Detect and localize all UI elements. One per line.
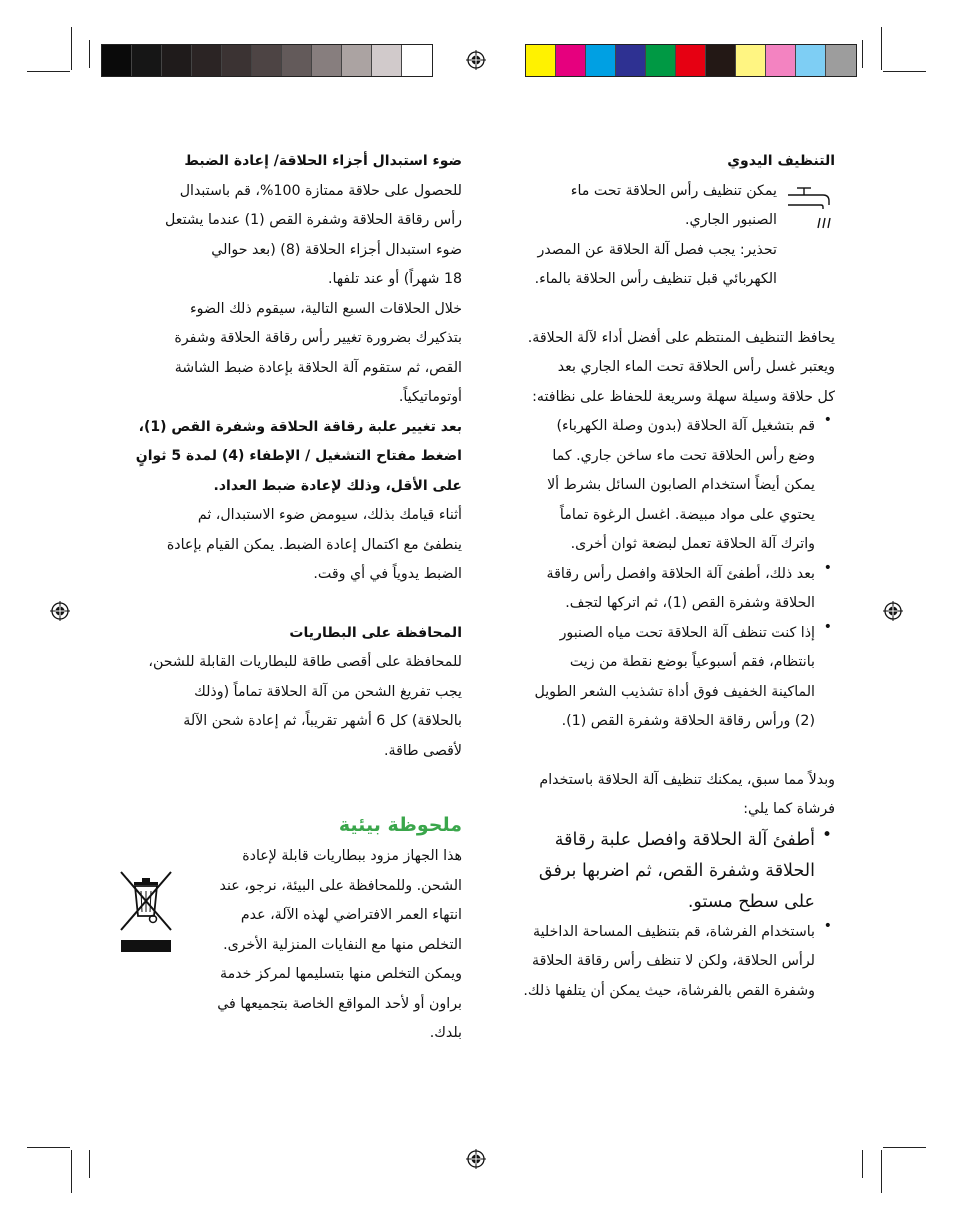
color-swatch	[616, 45, 646, 76]
text-line-bold: بعد تغيير علبة رقاقة الحلاقة وشفرة القص (1)،	[138, 418, 462, 435]
text-line: قم بتشغيل آلة الحلاقة (بدون وصلة الكهرباء)	[556, 418, 815, 434]
color-swatch	[402, 45, 432, 76]
text-line: التخلص منها مع النفايات المنزلية الأخرى.	[223, 936, 462, 953]
color-swatch	[556, 45, 586, 76]
text-line: ويمكن التخلص منها بتسليمها لمركز خدمة	[220, 966, 462, 982]
color-swatch	[766, 45, 796, 76]
gray-color-bar	[101, 44, 433, 77]
color-swatch	[526, 45, 556, 76]
text-line: الشحن. وللمحافظة على البيئة، نرجو، عند	[219, 877, 462, 894]
color-swatch	[312, 45, 342, 76]
text-line-bold: على الأقل، وذلك لإعادة ضبط العداد.	[213, 477, 462, 494]
text-line: يمكن أيضاً استخدام الصابون السائل بشرط ألا	[547, 477, 815, 493]
color-swatch	[342, 45, 372, 76]
text-line: إذا كنت تنظف آلة الحلاقة تحت مياه الصنبور	[559, 624, 815, 641]
crop-mark	[883, 71, 926, 72]
text-line: يجب تفريغ الشحن من آلة الحلاقة تماماً (وذلك	[194, 683, 462, 700]
text-line: الضبط يدوياً في أي وقت.	[313, 566, 462, 582]
crop-mark	[883, 1147, 926, 1148]
list-item: • قم بتشغيل آلة الحلاقة (بدون وصلة الكهرباء) وضع رأس الحلاقة تحت ماء ساخن جاري. كما يمكن أيضاً استخدام الصابون السائل بشرط ألا يحتوي على مواد مبيضة. اغسل الرغوة تماماً واترك آلة الحلاقة تعمل لبضعة ثوان أخرى.	[460, 412, 835, 560]
warning-line: تحذير: يجب فصل آلة الحلاقة عن المصدر	[537, 241, 777, 258]
crop-mark	[862, 1150, 863, 1178]
text-line: الصنبور الجاري.	[684, 212, 777, 228]
color-swatch	[736, 45, 766, 76]
text-line: بلدك.	[429, 1025, 462, 1041]
color-swatch	[192, 45, 222, 76]
text-line: فرشاة كما يلي:	[743, 801, 835, 817]
crop-mark	[27, 71, 70, 72]
text-line-bold: اضغط مفتاح التشغيل / الإطفاء (4) لمدة 5 ثوانٍ	[135, 448, 462, 464]
registration-mark-icon	[466, 50, 486, 70]
text-line: أوتوماتيكياً.	[398, 389, 462, 405]
section-title-replacement-light: ضوء استبدال أجزاء الحلاقة/ إعادة الضبط	[184, 153, 462, 169]
color-swatch	[646, 45, 676, 76]
text-line: بتذكيرك بضرورة تغيير رأس رقاقة الحلاقة وشفرة	[174, 330, 462, 346]
registration-mark-icon	[466, 1149, 486, 1169]
crop-mark	[881, 1150, 882, 1193]
warning-line: الكهربائي قبل تنظيف رأس الحلاقة بالماء.	[534, 271, 777, 287]
registration-mark-icon	[883, 601, 903, 621]
text-line: على سطح مستو.	[687, 891, 815, 912]
text-line: رأس رقاقة الحلاقة وشفرة القص (1) عندما يشتعل	[164, 212, 462, 228]
text-line: بانتظام، فقم أسبوعياً بوضع نقطة من زيت	[569, 654, 815, 670]
color-swatch	[252, 45, 282, 76]
color-swatch	[132, 45, 162, 76]
text-line: 18 شهراً) أو عند تلفها.	[327, 271, 462, 287]
text-line: أثناء قيامك بذلك، سيومض ضوء الاستبدال، ثم	[197, 507, 462, 523]
text-line: الحلاقة وشفرة القص (1)، ثم اتركها لتجف.	[565, 595, 815, 611]
text-line: انتهاء العمر الافتراضي لهذه الآلة، عدم	[240, 907, 462, 923]
left-column	[105, 147, 462, 1049]
crop-mark	[27, 1147, 70, 1148]
text-line: وشفرة القص بالفرشاة، حيث يمكن أن يتلفها ذلك.	[523, 982, 815, 999]
text-line: يمكن تنظيف رأس الحلاقة تحت ماء	[570, 182, 777, 199]
color-swatch	[826, 45, 856, 76]
text-line: لأقصى طاقة.	[383, 742, 462, 759]
list-item: • بعد ذلك، أطفئ آلة الحلاقة وافصل رأس رقاقة الحلاقة وشفرة القص (1)، ثم اتركها لتجف.	[460, 560, 835, 619]
color-swatch	[706, 45, 736, 76]
list-item: • باستخدام الفرشاة، قم بتنظيف المساحة الداخلية لرأس الحلاقة، ولكن لا تنظف رأس رقاقة الحلاقة وشفرة القص بالفرشاة، حيث يمكن أن يتلفها ذلك.	[460, 918, 835, 1007]
text-line: ويعتبر غسل رأس الحلاقة تحت الماء الجاري بعد	[557, 359, 835, 375]
section-title-manual-cleaning: التنظيف اليدوي	[727, 153, 835, 169]
text-line: بالحلاقة) كل 6 أشهر تقريباً، ثم إعادة شحن الآلة	[183, 713, 462, 729]
text-line: خلال الحلاقات السبع التالية، سيقوم ذلك الضوء	[190, 300, 462, 317]
text-line: للمحافظة على أقصى طاقة للبطاريات القابلة للشحن،	[148, 654, 462, 670]
text-line: باستخدام الفرشاة، قم بتنظيف المساحة الداخلية	[533, 923, 815, 940]
crop-mark	[71, 27, 72, 70]
crop-mark	[71, 1150, 72, 1193]
text-line: هذا الجهاز مزود ببطاريات قابلة لإعادة	[242, 848, 462, 864]
text-line: لرأس الحلاقة، ولكن لا تنظف رأس رقاقة الحلاقة	[531, 953, 815, 969]
text-line: للحصول على حلاقة ممتازة 100%، قم باستبدال	[179, 182, 462, 199]
crop-mark	[89, 40, 90, 68]
color-swatch	[162, 45, 192, 76]
color-swatch	[676, 45, 706, 76]
text-line: واترك آلة الحلاقة تعمل لبضعة ثوان أخرى.	[570, 536, 815, 552]
text-line: بعد ذلك، أطفئ آلة الحلاقة وافصل رأس رقاقة	[546, 565, 815, 582]
color-swatch	[372, 45, 402, 76]
crop-mark	[89, 1150, 90, 1178]
text-line: يحتوي على مواد مبيضة. اغسل الرغوة تماماً	[559, 506, 815, 523]
text-line: (2) ورأس رقاقة الحلاقة وشفرة القص (1).	[561, 713, 815, 729]
crop-mark	[881, 27, 882, 70]
color-swatch	[102, 45, 132, 76]
right-column	[460, 147, 835, 1006]
section-title-environmental: ملحوظة بيئية	[338, 814, 462, 836]
color-swatch	[586, 45, 616, 76]
text-line: يحافظ التنظيف المنتظم على أفضل أداء لآلة الحلاقة.	[527, 329, 835, 346]
color-swatch	[282, 45, 312, 76]
text-line: أطفئ آلة الحلاقة وافصل علبة رقاقة	[554, 829, 815, 850]
text-line: ينطفئ مع اكتمال إعادة الضبط. يمكن القيام بإعادة	[166, 536, 462, 553]
text-line: وضع رأس الحلاقة تحت ماء ساخن جاري. كما	[552, 447, 815, 464]
color-swatch	[222, 45, 252, 76]
text-line: كل حلاقة وسيلة سهلة وسريعة للحفاظ على نظافته:	[532, 388, 835, 405]
color-swatch	[796, 45, 826, 76]
text-line: براون أو لأحد المواقع الخاصة بتجميعها في	[217, 995, 462, 1012]
text-line: الماكينة الخفيف فوق أداة تشذيب الشعر الطويل	[534, 683, 815, 700]
list-item: • أطفئ آلة الحلاقة وافصل علبة رقاقة الحلاقة وشفرة القص، ثم اضربها برفق على سطح مستو.	[460, 825, 835, 918]
section-title-battery: المحافظة على البطاريات	[289, 624, 462, 641]
registration-mark-icon	[50, 601, 70, 621]
text-line: وبدلاً مما سبق، يمكنك تنظيف آلة الحلاقة باستخدام	[539, 771, 835, 788]
text-line: القص، ثم ستقوم آلة الحلاقة بإعادة ضبط الشاشة	[174, 359, 462, 376]
list-item: • إذا كنت تنظف آلة الحلاقة تحت مياه الصنبور بانتظام، فقم أسبوعياً بوضع نقطة من زيت الماكينة الخفيف فوق أداة تشذيب الشعر الطويل (2) ورأس رقاقة الحلاقة وشفرة القص (1).	[460, 619, 835, 737]
text-line: ضوء استبدال أجزاء الحلاقة (8) (بعد حوالي	[211, 241, 462, 258]
process-color-bar	[525, 44, 857, 77]
crop-mark	[862, 40, 863, 68]
text-line: الحلاقة وشفرة القص، ثم اضربها برفق	[538, 860, 815, 881]
